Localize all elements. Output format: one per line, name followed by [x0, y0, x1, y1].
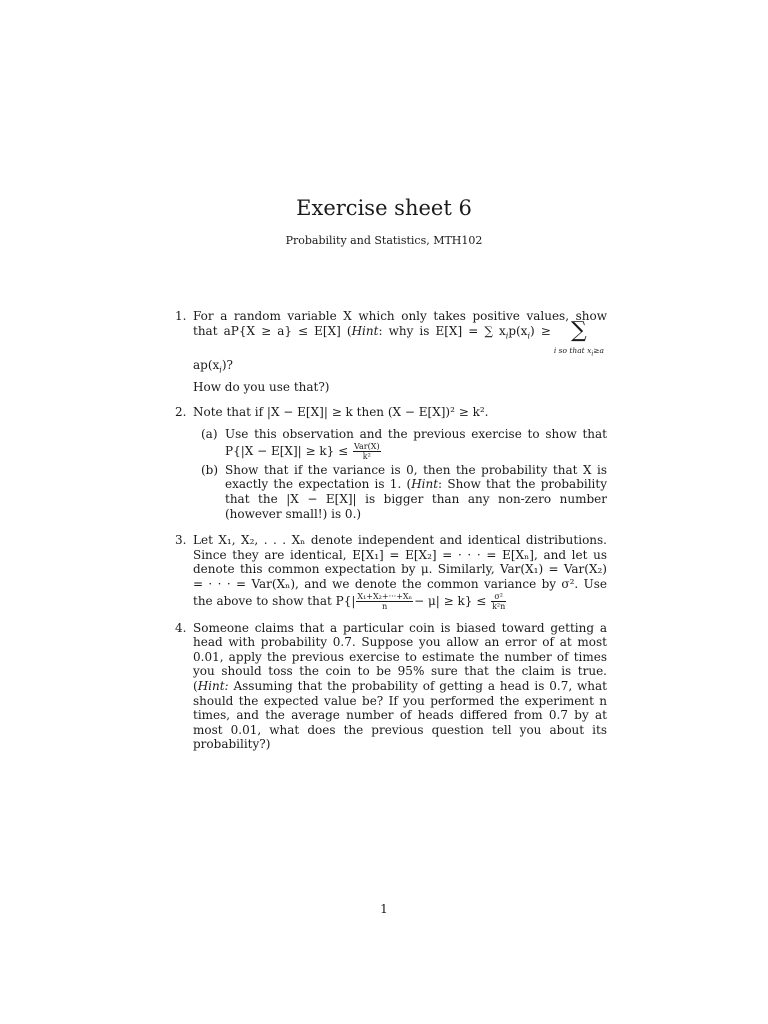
- exercise-number: 2.: [175, 404, 187, 419]
- exercise-text: Someone claims that a particular coin is biased toward getting a head with probability 0.7. Suppose you allow an error of at most 0.01, apply the previous exercise to estimate the number of times you should toss the coin to be 95% sure that the claim is true. (Hint: Assuming that the probability of getting a head is 0.7, what should the expected value be? If you performed the experiment n times, and the average number of heads differed from 0.7 by at most 0.01, what does the previous question tell you about its probability?): [193, 620, 607, 752]
- subpart-list: [193, 427, 607, 521]
- exercise-2: [175, 405, 607, 522]
- hint-label: Hint: [411, 477, 439, 492]
- exercise-text-part: : why is E[X] = ∑ x: [378, 323, 506, 338]
- exercise-text-part: How do you use that?): [193, 380, 330, 395]
- exercise-text-part: p(x: [508, 323, 528, 338]
- exercise-text-part: For a random variable X which only takes positive values, show that aP{X ≥ a} ≤ E[X] (: [193, 309, 607, 338]
- fraction: $\frac{\text{X₁+X₂+···+Xₙ}}{n}$: [357, 591, 413, 611]
- exercise-text: Note that if |X − E[X]| ≥ k then (X − E[X])² ≥ k².: [193, 404, 489, 419]
- subpart-a: [201, 427, 607, 461]
- subpart-text: Show that if the variance is 0, then the probability that X is exactly the expectation is 1. (Hint: Show that the probability that the |X − E[X]| is bigger than any non-zero number (however small!) is 0.): [225, 462, 607, 521]
- exercise-text: For a random variable X which only takes positive values, show that aP{X ≥ a} ≤ E[X] (Hint: why is E[X] = ∑ $x_ip(x_i)$ ≥ ∑ i so that $x_i\ge a$ $ap(x_i)$? How do you use that?): [193, 309, 607, 395]
- subpart-text: Use this observation and the previous exercise to show that P{|X − E[X]| ≥ k} ≤ $\frac{\text{Var(X)}}{\text{k²}}$: [225, 427, 607, 461]
- hint-label: Hint:: [197, 678, 229, 693]
- summation-subscript: i so that $x_i\ge a$: [553, 345, 604, 358]
- exercise-text: Let X₁, X₂, . . . Xₙ denote independent and identical distributions. Since they are identical, E[X₁] = E[X₂] = · · · = E[Xₙ], and let us denote this common expectation by μ. Similarly, Var(X₁) = Var(X₂) = · · · = Var(Xₙ), and we denote the common variance by σ². Use the above to show that P{| $\frac{\text{X₁+X₂+···+Xₙ}}{n}$ − μ| ≥ k} ≤ $\frac{\text{σ²}}{\text{k²n}}$: [193, 533, 607, 611]
- summation-symbol: ∑: [571, 317, 587, 343]
- course-subtitle: Probability and Statistics, MTH102: [285, 234, 483, 247]
- subpart-b: [201, 463, 607, 521]
- exercise-number: 3.: [175, 533, 187, 548]
- page-number: 1: [380, 902, 388, 916]
- subpart-label: (b): [201, 462, 219, 477]
- summation: [553, 317, 604, 359]
- exercise-1: [175, 309, 607, 395]
- page-title: Exercise sheet 6: [296, 196, 472, 220]
- exercise-text-part: ap(x: [193, 358, 220, 373]
- exercise-number: 1.: [175, 309, 187, 323]
- hint-label: Hint: [351, 323, 379, 338]
- exercise-4: [175, 621, 607, 752]
- exercise-text-part: ) ≥: [530, 323, 551, 338]
- fraction: $\frac{\text{σ²}}{\text{k²n}}$: [492, 591, 506, 611]
- fraction: $\frac{\text{Var(X)}}{\text{k²}}$: [353, 441, 380, 461]
- exercise-number: 4.: [175, 620, 187, 635]
- subpart-label: (a): [201, 427, 218, 442]
- exercise-list: [175, 309, 607, 752]
- exercise-text-part: )?: [221, 358, 233, 373]
- exercise-3: [175, 533, 607, 610]
